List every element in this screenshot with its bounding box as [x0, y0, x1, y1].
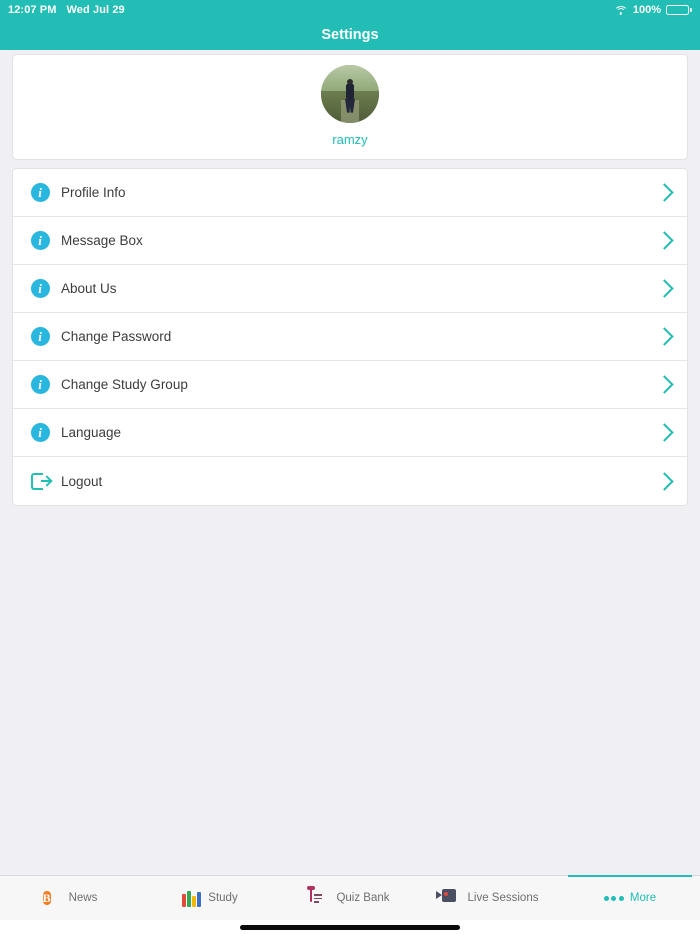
settings-content — [0, 50, 700, 875]
chevron-right-icon — [655, 327, 673, 345]
settings-row-change-study-group[interactable] — [13, 361, 687, 409]
home-indicator[interactable] — [240, 925, 460, 930]
settings-row-label: Change Password — [61, 329, 172, 344]
profile-card[interactable] — [12, 54, 688, 160]
tab-label: News — [68, 892, 98, 904]
settings-row-profile-info[interactable] — [13, 169, 687, 217]
settings-row-message-box[interactable] — [13, 217, 687, 265]
clipboard-icon — [310, 889, 330, 907]
battery-full-icon — [666, 5, 692, 15]
info-icon: i — [31, 231, 50, 250]
settings-row-about-us[interactable] — [13, 265, 687, 313]
tab-live-sessions[interactable] — [420, 876, 560, 920]
tab-quiz-bank[interactable] — [280, 876, 420, 920]
wifi-icon — [614, 5, 628, 16]
info-icon: i — [31, 327, 50, 346]
settings-row-label: Language — [61, 425, 122, 440]
settings-row-label: About Us — [61, 281, 117, 296]
ellipsis-icon — [604, 889, 624, 907]
battery-percent-label: 100% — [632, 4, 661, 16]
chevron-right-icon — [655, 423, 673, 441]
study-books-icon — [182, 889, 202, 907]
tab-more[interactable] — [560, 876, 700, 920]
info-icon: i — [31, 279, 50, 298]
news-icon: B — [42, 891, 51, 905]
tab-label: Quiz Bank — [336, 892, 390, 904]
settings-row-label: Message Box — [61, 233, 143, 248]
settings-row-label: Logout — [61, 473, 103, 489]
tab-label: Study — [208, 892, 238, 904]
status-time: 12:07 PM — [8, 4, 57, 16]
chevron-right-icon — [655, 231, 673, 249]
chevron-right-icon — [655, 472, 673, 490]
status-bar-left — [8, 4, 125, 16]
settings-list — [12, 168, 688, 506]
tab-label: More — [629, 892, 657, 904]
navigation-bar — [0, 20, 700, 50]
home-indicator-area — [0, 920, 700, 934]
status-bar — [0, 0, 700, 20]
page-title: Settings — [321, 27, 379, 43]
logout-icon-slot — [27, 473, 53, 490]
settings-row-change-password[interactable] — [13, 313, 687, 361]
settings-row-language[interactable] — [13, 409, 687, 457]
tab-study[interactable] — [140, 876, 280, 920]
status-date: Wed Jul 29 — [66, 4, 125, 16]
info-icon: i — [31, 423, 50, 442]
video-camera-icon — [442, 889, 462, 907]
info-icon-slot — [27, 423, 53, 442]
info-icon-slot — [27, 231, 53, 250]
chevron-right-icon — [655, 375, 673, 393]
username-label: ramzy — [332, 132, 368, 147]
settings-row-logout[interactable] — [13, 457, 687, 505]
info-icon-slot — [27, 375, 53, 394]
info-icon-slot — [27, 279, 53, 298]
avatar[interactable] — [321, 65, 379, 123]
logout-icon — [31, 473, 50, 490]
settings-row-label: Profile Info — [61, 185, 126, 200]
info-icon: i — [31, 183, 50, 202]
tab-news[interactable] — [0, 876, 140, 920]
status-bar-right — [614, 4, 692, 16]
settings-row-label: Change Study Group — [61, 377, 188, 392]
info-icon-slot — [27, 183, 53, 202]
info-icon: i — [31, 375, 50, 394]
chevron-right-icon — [655, 183, 673, 201]
tab-bar — [0, 875, 700, 920]
chevron-right-icon — [655, 279, 673, 297]
info-icon-slot — [27, 327, 53, 346]
tab-label: Live Sessions — [467, 892, 539, 904]
